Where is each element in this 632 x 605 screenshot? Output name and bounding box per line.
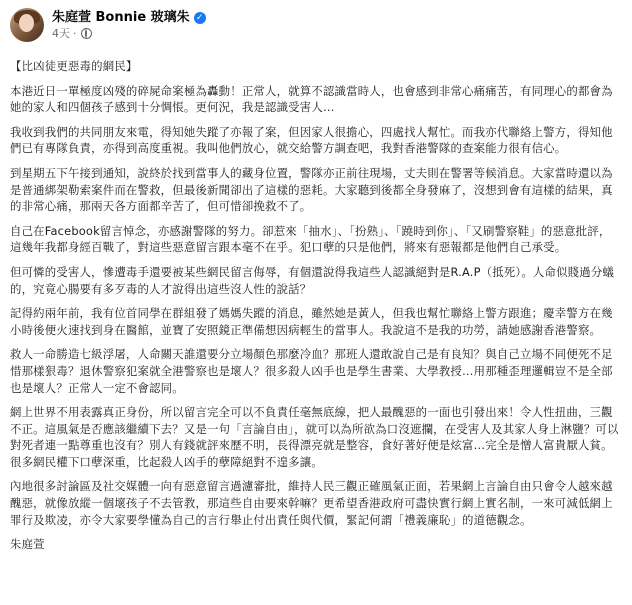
post-heading: 【比凶徒更惡毒的網民】 xyxy=(10,59,138,73)
author-name[interactable]: 朱庭萱 Bonnie 玻璃朱 xyxy=(52,10,190,25)
globe-icon[interactable] xyxy=(81,28,92,39)
timestamp-row xyxy=(52,26,206,41)
paragraph: 記得約兩年前，我有位首同學在群組發了媽媽失蹤的消息，雖然她是黃人，但我也幫忙聯絡上警方跟進；慶幸警方在幾小時後便火速找到身在醫館，並寶了安照鏡正準備想因病輕生的當事人。我說這不是我的功勞，請她感謝香港警察。 xyxy=(10,306,613,337)
post-body xyxy=(10,58,622,553)
paragraph: 自己在Facebook留言悼念，亦感謝警隊的努力。卻惹來「抽水」、「扮熟」、「蹺時到你」、「又刷警察鞋」的惡意批評，這幾年我都身經百戰了，對這些惡意留言跟本毫不在乎。犯口孽的只是他們，將來有惡報都是他們自己承受。 xyxy=(10,223,611,255)
paragraph: 本港近日一單極度凶殘的碎屍命案極為轟動！正常人，就算不認識當時人，也會感到非常心痛痛苦，有同理心的都會為她的家人和四個孩子感到十分惆悵。更何況，我是認識受害人… xyxy=(10,83,613,115)
paragraph: 我收到我們的共同朋友來電，得知她失蹤了亦報了案，但因家人很擔心，四處找人幫忙。而我亦代聯絡上警方，得知他們已有專隊負責，亦得到高度重視。我叫他們放心，就交給警方調查吧，我對香港警隊的查案能力很有信心。 xyxy=(10,124,613,156)
paragraph: 網上世界不用表露真正身份，所以留言完全可以不負責任毫無底線，把人最醜惡的一面也引發出來！令人性扭曲，三觀不正。這風氣是否應該繼續下去？又是一句「言論自由」，就可以為所欲為口沒遮攔，在受害人及其家人身上淋鹽？可以對死者連一點尊重也沒有？別人有錢就評來歷不明，長得漂亮就是整容，食好著好便是炫富…完全是憎人富貴厭人貧。很多網民權下口孽深重，比起殺人凶手的孽障絕對不遑多讓。 xyxy=(10,405,619,469)
avatar[interactable] xyxy=(10,8,44,42)
post-time[interactable]: 4天 xyxy=(52,27,70,40)
paragraph: 救人一命勝造七級浮屠，人命關天誰還要分立場顏色那麼冷血？那班人還敢說自己是有良知？與自己立場不同便死不足惜那樣狠毒？退休警察犯案就全港警察也是壞人？很多殺人凶手也是學生書業、大學教授…用那種歪理邏輯豈不是全部也是壞人？正常人一定不會認同。 xyxy=(10,347,613,395)
avatar-face xyxy=(19,14,34,32)
paragraph: 到星期五下午接到通知，說終於找到當事人的藏身位置，警隊亦正前往現場，丈夫則在警署等候消息。大家當時還以為是普通綁架勒索案件而在警救，但最後新聞卻出了這樣的惡耗。大家聽到後都全身發麻了，沒想到會有這樣的結果，真的非常心痛，那兩天各方面都辛苦了，但可惜卻挽救不了。 xyxy=(10,165,613,214)
author-row xyxy=(52,9,206,26)
post-header xyxy=(10,8,622,48)
paragraph: 內地很多討論區及社交媒體一向有惡意留言過濾審批，維持人民三觀正確風氣正面，若果網上言論自由只會令人越來越醜惡，就像放縱一個壞孩子不去管教，那這些自由要來幹嘛？更希望香港政府可盡快實行網上實名制，一來可減低網上罪行及欺凌，亦令大家要學懂為自己的言行舉止付出責任與代價，緊記何謂「禮義廉恥」的道德觀念。 xyxy=(10,479,613,527)
post-meta xyxy=(52,8,206,41)
signoff: 朱庭萱 xyxy=(10,537,45,552)
separator-dot: · xyxy=(73,27,77,40)
paragraph: 但可憐的受害人，慘遭毒手還要被某些網民留言侮辱，有個還說得我這些人認識絕對是R.A.P（抵死）。人命似賤過分蟻的，究竟心腸要有多歹毒的人才說得出這些沒人性的說話？ xyxy=(10,264,615,296)
verified-badge-icon: ✓ xyxy=(194,12,206,24)
